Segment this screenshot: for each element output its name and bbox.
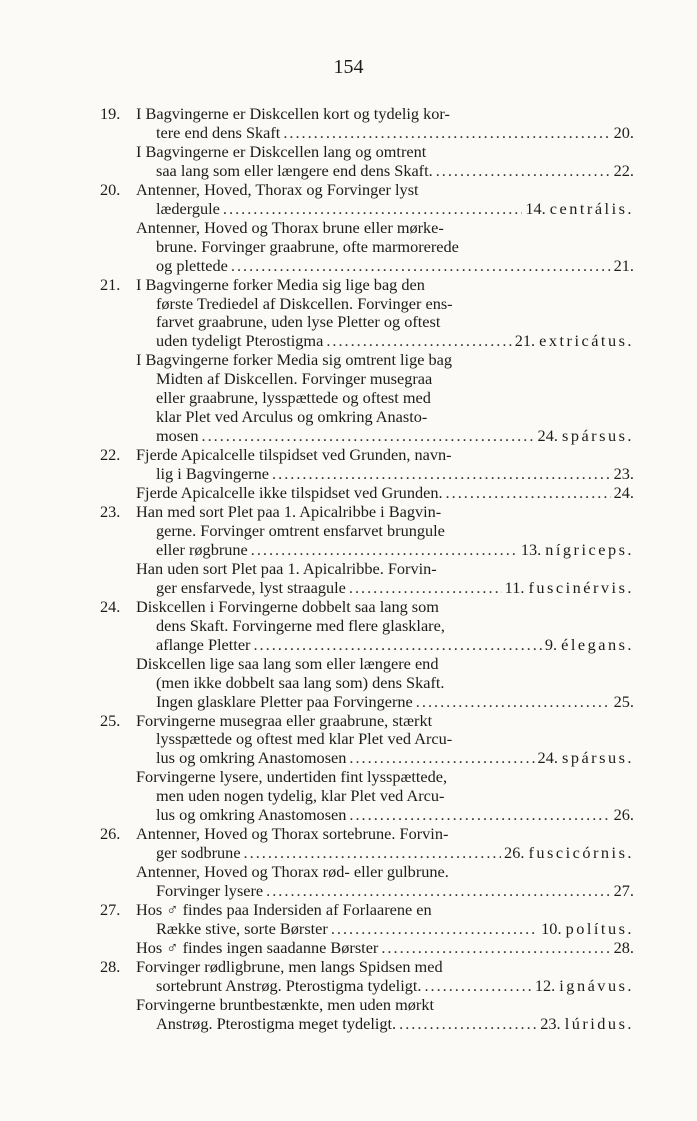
key-entry xyxy=(94,598,634,712)
key-option xyxy=(136,712,634,769)
couplet-reference xyxy=(505,579,634,598)
key-option xyxy=(136,276,634,352)
reference-number: 11. xyxy=(504,577,525,597)
couplet-reference xyxy=(525,200,634,219)
line-text: Hos ♂ findes ingen saadanne Børster xyxy=(136,937,379,957)
leader-dots xyxy=(283,124,610,143)
line-text: eller røgbrune xyxy=(156,539,248,559)
key-option xyxy=(136,655,634,712)
species-name: spársus. xyxy=(561,748,634,768)
key-option xyxy=(136,446,634,484)
line-text: lus og omkring Anastomosen xyxy=(156,805,347,825)
line-text: sortebrunt Anstrøg. Pterostigma tydeligt. xyxy=(156,975,422,995)
species-name: spársus. xyxy=(561,426,634,446)
couplet-reference xyxy=(545,636,634,655)
key-option xyxy=(136,768,634,825)
reference-number: 20. xyxy=(613,122,634,142)
couplet-reference xyxy=(541,920,634,939)
reference-number: 25. xyxy=(613,691,634,711)
couplet-reference xyxy=(614,484,634,503)
key-option xyxy=(136,598,634,655)
text-line: brune. Forvinger graabrune, ofte marmorerede xyxy=(156,236,459,256)
key-entry xyxy=(94,901,634,958)
entry-number: 19. xyxy=(100,104,121,123)
text-line: Antenner, Hoved og Thorax rød- eller gulbrune. xyxy=(136,862,449,882)
entry-number: 26. xyxy=(100,824,121,844)
key-entry xyxy=(94,825,634,901)
key-entry xyxy=(94,503,634,598)
leader-dots xyxy=(202,427,535,446)
entry-number: 20. xyxy=(100,179,121,199)
line-text: Forvinger lysere xyxy=(156,881,264,901)
reference-number: 9. xyxy=(544,634,558,654)
line-text: ger ensfarvede, lyst straagule xyxy=(156,577,346,597)
key-option xyxy=(136,863,634,901)
text-line xyxy=(136,162,634,181)
entry-number: 25. xyxy=(100,710,121,730)
leader-dots xyxy=(331,920,538,939)
leader-dots xyxy=(349,579,502,598)
line-text: Ingen glasklare Pletter paa Forvingerne xyxy=(156,691,413,711)
text-line xyxy=(136,541,634,560)
key-entry xyxy=(94,958,634,1034)
reference-number: 23. xyxy=(613,464,634,484)
text-line: Forvingerne bruntbestænkte, men uden mørkt xyxy=(136,994,434,1014)
reference-number: 24. xyxy=(537,426,558,446)
text-line: Antenner, Hoved og Thorax brune eller mørke- xyxy=(136,217,444,237)
species-name: fuscinérvis. xyxy=(528,577,634,597)
text-line: Forvinger rødligbrune, men langs Spidsen med xyxy=(136,956,443,976)
text-line: Antenner, Hoved, Thorax og Forvinger lyst xyxy=(136,179,419,199)
couplet-reference xyxy=(614,124,634,143)
leader-dots xyxy=(223,200,522,219)
leader-dots xyxy=(416,693,611,712)
key-entry xyxy=(94,105,634,181)
couplet-reference xyxy=(614,806,634,825)
key-option xyxy=(136,901,634,939)
key-option xyxy=(136,996,634,1034)
entry-number: 27. xyxy=(100,900,121,920)
reference-number: 26. xyxy=(504,843,525,863)
text-line xyxy=(136,693,634,712)
couplet-reference xyxy=(515,332,634,351)
reference-number: 13. xyxy=(520,539,542,559)
reference-number: 21. xyxy=(613,255,634,275)
reference-number: 12. xyxy=(534,975,556,995)
key-option xyxy=(136,958,634,996)
text-line xyxy=(136,920,634,939)
key-option xyxy=(136,219,634,276)
leader-dots xyxy=(399,1015,537,1034)
key-option xyxy=(136,181,634,219)
text-line xyxy=(136,749,634,768)
couplet-reference xyxy=(614,693,634,712)
leader-dots xyxy=(231,257,611,276)
line-text: uden tydeligt Pterostigma xyxy=(156,331,324,351)
text-line xyxy=(136,124,634,143)
text-line: lysspættede og oftest med klar Plet ved Arcu- xyxy=(156,729,453,749)
couplet-reference xyxy=(521,541,634,560)
key-option xyxy=(136,503,634,560)
species-name: élegans. xyxy=(561,634,634,654)
species-name: nígriceps. xyxy=(545,539,634,559)
key-option xyxy=(136,105,634,143)
species-name: lúridus. xyxy=(564,1013,634,1033)
text-line: Fjerde Apicalcelle tilspidset ved Grunden, navn- xyxy=(136,445,452,465)
species-name: extricátus. xyxy=(539,331,634,351)
reference-number: 26. xyxy=(613,805,634,825)
couplet-reference xyxy=(614,257,634,276)
text-line xyxy=(136,427,634,446)
identification-key xyxy=(94,105,634,1034)
text-line xyxy=(136,939,634,958)
couplet-reference xyxy=(614,162,634,181)
key-option xyxy=(136,560,634,598)
text-line: (men ikke dobbelt saa lang som) dens Skaft. xyxy=(156,672,445,692)
text-line: Diskcellen i Forvingerne dobbelt saa lang som xyxy=(136,596,439,616)
leader-dots xyxy=(446,484,611,503)
leader-dots xyxy=(381,939,610,958)
page-number: 154 xyxy=(333,56,364,78)
entry-number: 23. xyxy=(100,502,121,522)
key-entry xyxy=(94,181,634,276)
line-text: saa lang som eller længere end dens Skaft. xyxy=(156,160,433,180)
reference-number: 22. xyxy=(613,160,634,180)
entry-number: 22. xyxy=(100,445,121,465)
entry-number: 28. xyxy=(100,956,121,976)
text-line: Han uden sort Plet paa 1. Apicalribbe. Forvin- xyxy=(136,558,437,578)
leader-dots xyxy=(272,465,611,484)
species-name: ignávus. xyxy=(559,975,634,995)
leader-dots xyxy=(326,332,511,351)
text-line xyxy=(136,484,634,503)
couplet-reference xyxy=(538,427,634,446)
text-line xyxy=(136,200,634,219)
couplet-reference xyxy=(538,749,634,768)
key-entry xyxy=(94,712,634,826)
line-text: lædergule xyxy=(156,198,220,218)
reference-number: 21. xyxy=(514,331,536,351)
text-line: dens Skaft. Forvingerne med flere glasklare, xyxy=(156,615,445,635)
reference-number: 10. xyxy=(541,918,562,938)
text-line xyxy=(136,1015,634,1034)
line-text: Anstrøg. Pterostigma meget tydeligt. xyxy=(156,1013,397,1033)
text-line: gerne. Forvinger omtrent ensfarvet brungule xyxy=(156,520,445,540)
text-line: I Bagvingerne er Diskcellen lang og omtrent xyxy=(136,141,427,161)
line-text: tere end dens Skaft xyxy=(156,122,281,142)
text-line xyxy=(136,465,634,484)
leader-dots xyxy=(266,882,610,901)
key-option xyxy=(136,351,634,446)
leader-dots xyxy=(251,541,518,560)
text-line xyxy=(136,636,634,655)
line-text: aflange Pletter xyxy=(156,634,251,654)
couplet-reference xyxy=(614,882,634,901)
key-entry xyxy=(94,446,634,503)
text-line xyxy=(136,579,634,598)
text-line: Antenner, Hoved og Thorax sortebrune. Forvin- xyxy=(136,824,449,844)
line-text: Række stive, sorte Børster xyxy=(156,918,328,938)
reference-number: 28. xyxy=(613,937,634,957)
key-entry xyxy=(94,276,634,447)
reference-number: 14. xyxy=(525,198,546,218)
line-text: lus og omkring Anastomosen xyxy=(156,748,347,768)
text-line: klar Plet ved Arculus og omkring Anasto- xyxy=(156,407,428,427)
line-text: lig i Bagvingerne xyxy=(156,464,270,484)
species-name: polítus. xyxy=(565,918,634,938)
text-line: Hos ♂ findes paa Indersiden af Forlaarene en xyxy=(136,900,432,920)
reference-number: 23. xyxy=(540,1013,561,1033)
couplet-reference xyxy=(504,844,634,863)
couplet-reference xyxy=(614,939,634,958)
text-line xyxy=(136,882,634,901)
reference-number: 24. xyxy=(537,748,558,768)
leader-dots xyxy=(436,162,611,181)
leader-dots xyxy=(244,844,502,863)
text-line: Diskcellen lige saa lang som eller længere end xyxy=(136,653,439,673)
couplet-reference xyxy=(540,1015,634,1034)
key-option xyxy=(136,939,634,958)
text-line: første Trediedel af Diskcellen. Forvinger ens- xyxy=(156,293,453,313)
text-line: I Bagvingerne er Diskcellen kort og tydelig kor- xyxy=(136,104,450,123)
text-line xyxy=(136,257,634,276)
leader-dots xyxy=(349,806,610,825)
reference-number: 24. xyxy=(613,483,634,503)
key-option xyxy=(136,484,634,503)
entry-number: 21. xyxy=(100,274,121,294)
text-line: Midten af Diskcellen. Forvinger musegraa xyxy=(156,369,433,389)
text-line: I Bagvingerne forker Media sig omtrent lige bag xyxy=(136,350,453,370)
text-line: eller graabrune, lysspættede og oftest med xyxy=(156,388,431,408)
key-option xyxy=(136,825,634,863)
text-line xyxy=(136,977,634,996)
species-name: fuscicórnis. xyxy=(528,843,634,863)
leader-dots xyxy=(349,749,534,768)
text-line xyxy=(136,332,634,351)
species-name: centrális. xyxy=(549,198,634,218)
couplet-reference xyxy=(535,977,634,996)
entry-number: 24. xyxy=(100,596,121,616)
line-text: ger sodbrune xyxy=(156,843,241,863)
line-text: og plettede xyxy=(156,255,228,275)
text-line: Han med sort Plet paa 1. Apicalribbe i Bagvin- xyxy=(136,502,442,522)
leader-dots xyxy=(253,636,541,655)
text-line xyxy=(136,806,634,825)
text-line: Forvingerne musegraa eller graabrune, stærkt xyxy=(136,710,433,730)
line-text: Fjerde Apicalcelle ikke tilspidset ved Grunden. xyxy=(136,483,443,503)
couplet-reference xyxy=(614,465,634,484)
line-text: mosen xyxy=(156,426,199,446)
text-line: men uden nogen tydelig, klar Plet ved Arcu- xyxy=(156,786,445,806)
text-line xyxy=(136,844,634,863)
text-line: I Bagvingerne forker Media sig lige bag den xyxy=(136,274,425,294)
key-option xyxy=(136,143,634,181)
text-line: Forvingerne lysere, undertiden fint lysspættede, xyxy=(136,767,448,787)
text-line: farvet graabrune, uden lyse Pletter og oftest xyxy=(156,312,441,332)
reference-number: 27. xyxy=(613,881,634,901)
leader-dots xyxy=(424,977,531,996)
